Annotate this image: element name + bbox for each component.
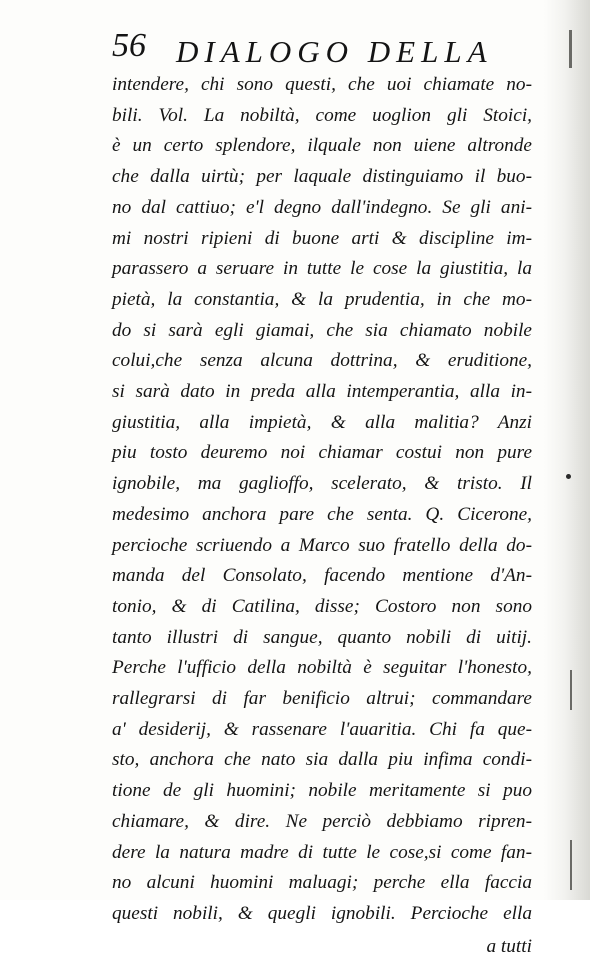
text-line: mi nostri ripieni di buone arti & discipline im- [112, 227, 532, 249]
text-line: medesimo anchora pare che senta. Q. Cicerone, [112, 503, 532, 525]
catchword: a tutti [486, 935, 532, 957]
text-line: tonio, & di Catilina, disse; Costoro non sono [112, 595, 532, 617]
text-line: rallegrarsi di far benificio altrui; commandare [112, 688, 532, 710]
text-line: dere la natura madre di tutte le cose,si come fan- [112, 841, 532, 863]
text-line: chiamare, & dire. Ne perciò debbiamo ripren- [112, 810, 532, 832]
running-title: DIALOGO DELLA [176, 34, 493, 69]
edge-mark [569, 30, 572, 68]
edge-mark [570, 840, 572, 890]
text-line: che dalla uirtù; per laquale distinguiamo il buo- [112, 166, 532, 188]
text-line: tanto illustri di sangue, quanto nobili di uitij. [112, 626, 532, 648]
text-line: a' desiderij, & rassenare l'auaritia. Chi fa que- [112, 718, 532, 740]
text-line: colui,che senza alcuna dottrina, & eruditione, [112, 350, 532, 372]
text-line: intendere, chi sono questi, che uoi chiamate no- [112, 74, 532, 95]
edge-mark [570, 670, 572, 710]
text-line: bili. Vol. La nobiltà, come uoglion gli Stoici, [112, 104, 532, 126]
page-edge-shadow [544, 0, 590, 900]
text-line: pietà, la constantia, & la prudentia, in che mo- [112, 288, 532, 310]
text-line: sto, anchora che nato sia dalla piu infima condi- [112, 749, 532, 771]
text-line: percioche scriuendo a Marco suo fratello della do- [112, 534, 532, 556]
text-line: ignobile, ma gaglioffo, scelerato, & tristo. Il [112, 473, 532, 495]
text-line: no dal cattiuo; e'l degno dall'indegno. Se gli ani- [112, 196, 532, 218]
text-line: manda del Consolato, facendo mentione d'An- [112, 565, 532, 587]
text-line: questi nobili, & quegli ignobili. Percioche ella [112, 902, 532, 924]
text-line: no alcuni huomini maluagi; perche ella faccia [112, 872, 532, 894]
text-line: piu tosto deuremo noi chiamar costui non pure [112, 442, 532, 464]
text-line: giustitia, alla impietà, & alla malitia? Anzi [112, 411, 532, 433]
text-line: do si sarà egli giamai, che sia chiamato nobile [112, 319, 532, 341]
page-number: 56 [112, 27, 146, 64]
ink-speck [566, 474, 571, 479]
page-header [112, 18, 492, 74]
text-line: è un certo splendore, ilquale non uiene altronde [112, 135, 532, 157]
text-line: tione de gli huomini; nobile meritamente si puo [112, 780, 532, 802]
text-line: parassero a seruare in tutte le cose la giustitia, la [112, 258, 532, 280]
text-line: si sarà dato in preda alla intemperantia, alla in- [112, 381, 532, 403]
body-text [112, 70, 532, 962]
text-line: Perche l'ufficio della nobiltà è seguitar l'honesto, [112, 657, 532, 679]
